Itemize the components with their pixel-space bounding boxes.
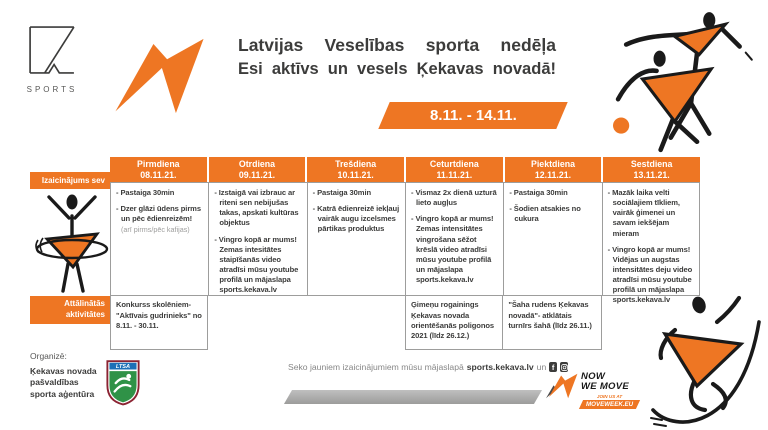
challenge-item: - Pastaiga 30min bbox=[312, 188, 371, 198]
challenge-row bbox=[110, 182, 700, 304]
header-tuesday: Otrdiena 09.11.21. bbox=[209, 157, 306, 182]
challenge-item: - Vismaz 2x dienā uzturā lieto augļus bbox=[411, 188, 497, 208]
challenge-item: - Šodien atsakies no cukura bbox=[509, 204, 581, 224]
challenge-item: - Vingro kopā ar mums! Zemas intesitātes staipīšanās video atradīsi mūsu youtube profilā un mājaslapa sports.kekava.lv bbox=[214, 234, 299, 294]
header-wednesday: Trešdiena 10.11.21. bbox=[307, 157, 404, 182]
organizer-label: Organizē: bbox=[30, 351, 67, 361]
follow-text: Seko jauniem izaicinājumiem mūsu mājaslapā bbox=[288, 362, 464, 372]
footer-divider-bar bbox=[284, 390, 542, 404]
header-saturday: Sestdiena 13.11.21. bbox=[603, 157, 700, 182]
table-header-row bbox=[110, 157, 700, 182]
follow-line bbox=[288, 362, 568, 372]
jump-rope-figure-illustration bbox=[646, 292, 768, 430]
challenge-cell-thursday bbox=[405, 182, 503, 296]
ksports-label: SPORTS bbox=[26, 85, 78, 94]
nwm-join-text: JOIN US AT bbox=[596, 393, 623, 399]
nwm-we-move: WE MOVE bbox=[581, 380, 630, 392]
header-friday: Piektdiena 12.11.21. bbox=[505, 157, 602, 182]
remote-row bbox=[110, 296, 700, 350]
nowwemove-v-icon bbox=[112, 36, 207, 116]
title-block bbox=[238, 35, 556, 80]
remote-cell-thursday: Ģimeņu rogainings Ķekavas novada orientēšanās poligonos 2021 (līdz 26.12.) bbox=[405, 296, 503, 350]
ksports-logo bbox=[26, 26, 78, 94]
challenge-item: - Pastaiga 30min bbox=[116, 188, 175, 198]
challenge-cell-saturday bbox=[602, 182, 700, 304]
challenge-item: - Mazāk laika velti sociālajiem tīkliem, vairāk ģimenei un savam iekšējam mieram bbox=[607, 188, 680, 238]
remote-cell-friday: "Šaha rudens Ķekavas novadā"- atklātais turnīrs šahā (līdz 26.11.) bbox=[503, 296, 601, 350]
moveweek-site: MOVEWEEK.EU bbox=[586, 400, 634, 408]
date-banner bbox=[378, 102, 567, 129]
challenge-cell-wednesday bbox=[307, 182, 405, 296]
website-link[interactable]: sports.kekava.lv bbox=[466, 362, 534, 372]
row-label-challenge: Izaicinājums sev bbox=[30, 172, 110, 189]
ltsa-label: LTSA bbox=[115, 364, 131, 371]
ltsa-logo bbox=[104, 356, 142, 406]
facebook-icon[interactable]: f bbox=[549, 362, 557, 372]
remote-cell-wednesday bbox=[307, 296, 405, 350]
instagram-icon[interactable] bbox=[560, 362, 568, 372]
challenge-cell-monday bbox=[110, 182, 208, 296]
challenge-item: - Vingro kopā ar mums! Zemas intensitātes vingrošana sēžot krēslā video atradīsi mūsu youtube profilā un mājaslapa sports.kekava.lv bbox=[411, 214, 494, 284]
challenge-note: (arī pirms/pēc kafijas) bbox=[121, 225, 190, 235]
remote-cell-monday: Konkurss skolēniem- "Aktīvais gudrinieks" no 8.11. - 30.11. bbox=[110, 296, 208, 350]
dancing-figures-illustration bbox=[612, 6, 768, 158]
page-title: Latvijas Veselības sporta nedēļa bbox=[238, 35, 556, 55]
nwm-now: NOW bbox=[581, 371, 606, 382]
follow-conjunction: un bbox=[536, 362, 547, 372]
challenge-cell-friday bbox=[503, 182, 601, 296]
row-label-remote: Attālinātās aktivitātes bbox=[30, 296, 110, 324]
organizer-name: Ķekavas novada pašvaldības sporta aģentūra bbox=[30, 366, 97, 399]
challenge-cell-tuesday bbox=[208, 182, 306, 296]
date-range: 8.11. - 14.11. bbox=[429, 107, 517, 124]
nowwemove-v-small-icon bbox=[546, 372, 578, 400]
challenge-item: - Izstaigā vai izbrauc ar riteni sen nebijušas takas, apskati kultūras objektus bbox=[214, 188, 299, 228]
ksports-k-icon bbox=[29, 26, 75, 74]
page-subtitle: Esi aktīvs un vesels Ķekavas novadā! bbox=[238, 59, 556, 78]
nowwemove-logo bbox=[546, 372, 638, 409]
moveweek-banner[interactable] bbox=[579, 400, 640, 409]
remote-cell-tuesday bbox=[208, 296, 306, 350]
challenge-item: - Pastaiga 30min bbox=[509, 188, 568, 198]
challenge-item: - Katrā ēdienreizē iekļauj vairāk augu izcelsmes pārtikas produktus bbox=[312, 204, 400, 234]
challenge-item: - Vingro kopā ar mums! Vidējas un augstas intensitātes deju video atradīsi mūsu youtube profilā un mājaslapa sports.kekava.lv bbox=[607, 244, 693, 304]
hula-hoop-figure-illustration bbox=[33, 192, 111, 294]
schedule-table bbox=[110, 157, 700, 350]
header-thursday: Ceturtdiena 11.11.21. bbox=[406, 157, 503, 182]
challenge-item: - Dzer glāzi ūdens pirms un pēc ēdienreizēm! bbox=[116, 204, 201, 224]
header-monday: Pirmdiena 08.11.21. bbox=[110, 157, 207, 182]
